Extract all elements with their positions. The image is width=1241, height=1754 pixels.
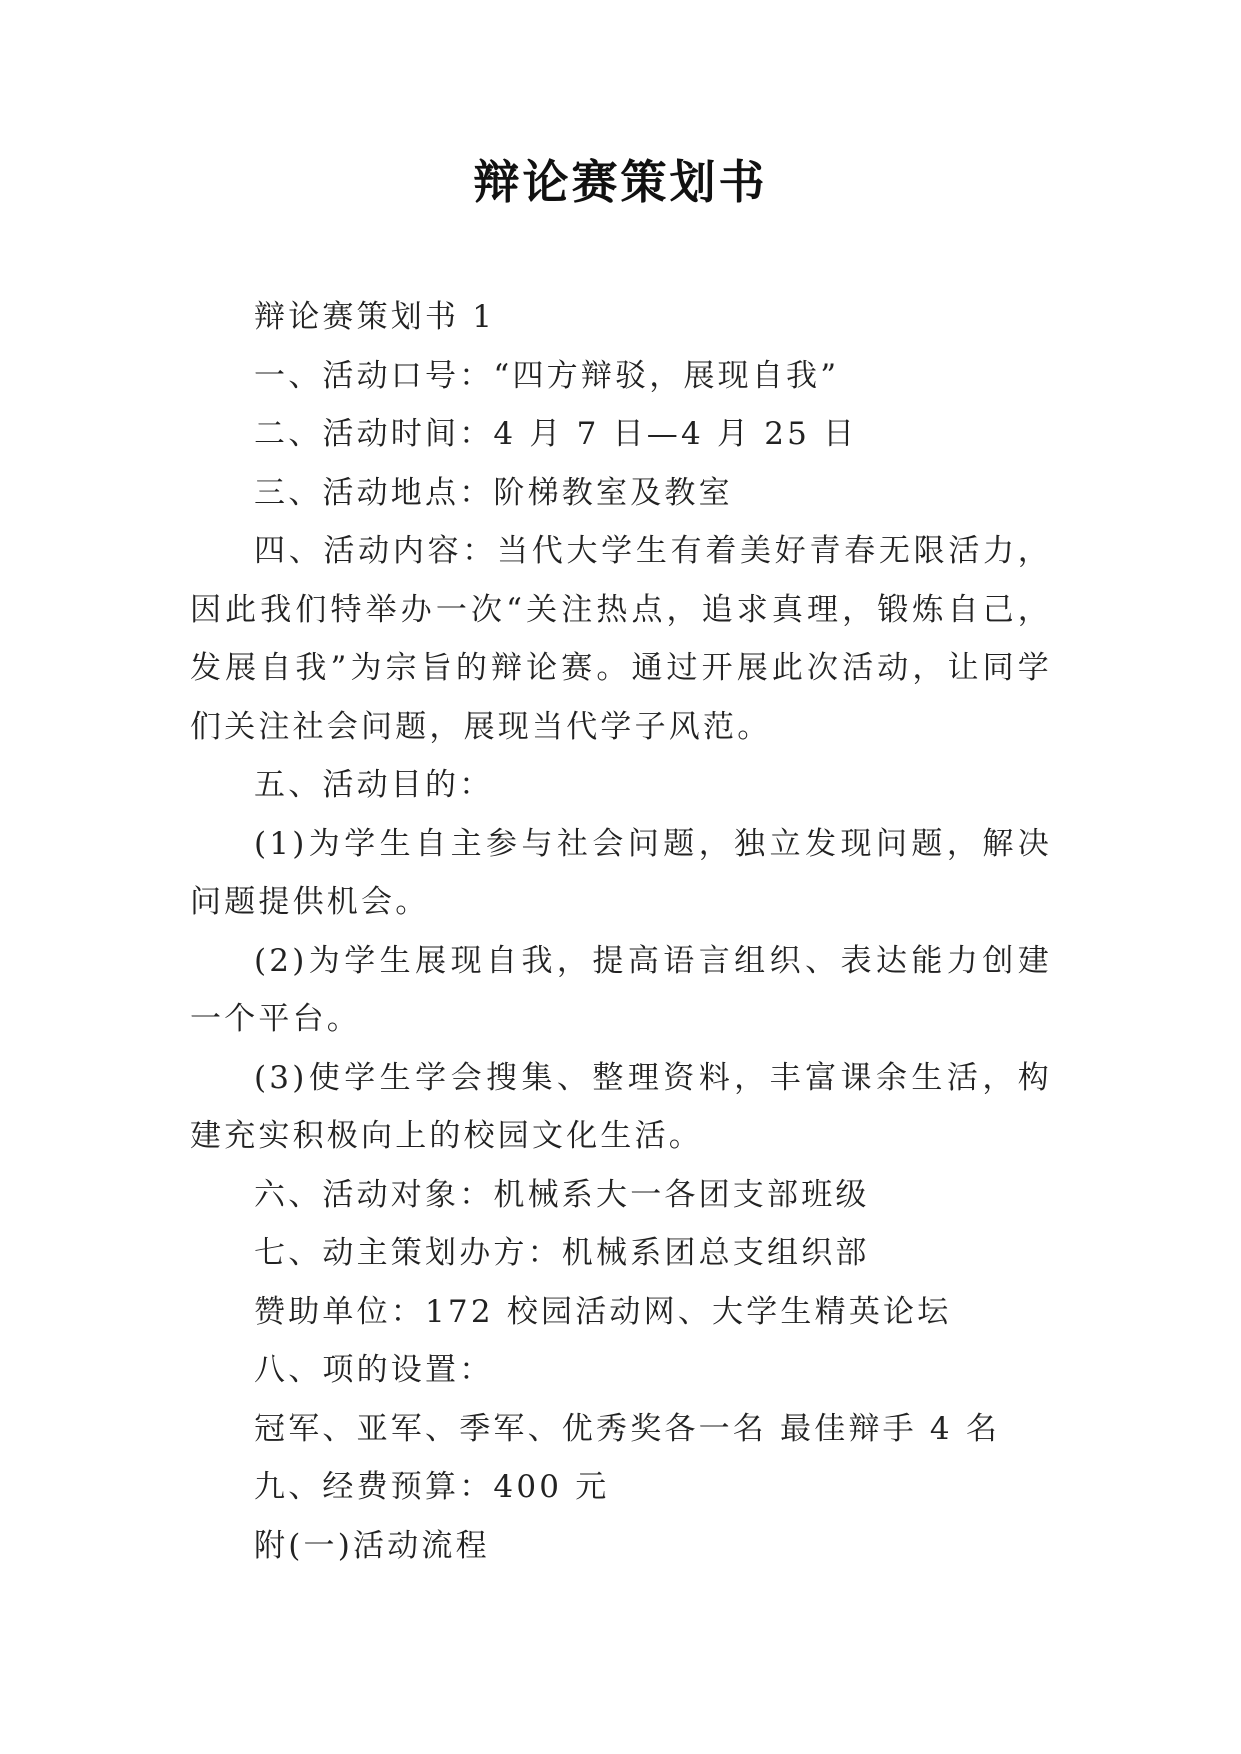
paragraph-content: 四、活动内容：当代大学生有着美好青春无限活力，因此我们特举办一次“关注热点，追求真理，锻炼自己，发展自我”为宗旨的辩论赛。通过开展此次活动，让同学们关注社会问题，展现当代学子风范。 — [190, 533, 1052, 745]
paragraph-organizer: 七、动主策划办方：机械系团总支组织部 — [254, 1235, 870, 1271]
paragraph-heading: 辩论赛策划书 1 — [254, 299, 496, 335]
paragraph-purpose-1: (1)为学生自主参与社会问题，独立发现问题，解决问题提供机会。 — [190, 825, 1052, 920]
paragraph-purpose: 五、活动目的： — [254, 767, 494, 803]
paragraph-awards-heading: 八、项的设置： — [254, 1352, 494, 1388]
paragraph-sponsor: 赞助单位：172 校园活动网、大学生精英论坛 — [254, 1293, 952, 1330]
document-title: 辩论赛策划书 — [473, 155, 768, 209]
paragraph-purpose-3: (3)使学生学会搜集、整理资料，丰富课余生活，构建充实积极向上的校园文化生活。 — [190, 1059, 1052, 1154]
paragraph-appendix: 附(一)活动流程 — [254, 1527, 490, 1564]
paragraph-time: 二、活动时间：4 月 7 日—4 月 25 日 — [254, 416, 858, 452]
paragraph-awards: 冠军、亚军、季军、优秀奖各一名 最佳辩手 4 名 — [254, 1410, 1001, 1447]
paragraph-audience: 六、活动对象：机械系大一各团支部班级 — [254, 1176, 870, 1213]
document-body — [190, 288, 1052, 1575]
paragraph-purpose-2: (2)为学生展现自我，提高语言组织、表达能力创建一个平台。 — [190, 942, 1052, 1037]
paragraph-location: 三、活动地点：阶梯教室及教室 — [254, 474, 733, 511]
paragraph-budget: 九、经费预算：400 元 — [254, 1469, 610, 1505]
paragraph-slogan: 一、活动口号：“四方辩驳，展现自我” — [254, 357, 840, 394]
